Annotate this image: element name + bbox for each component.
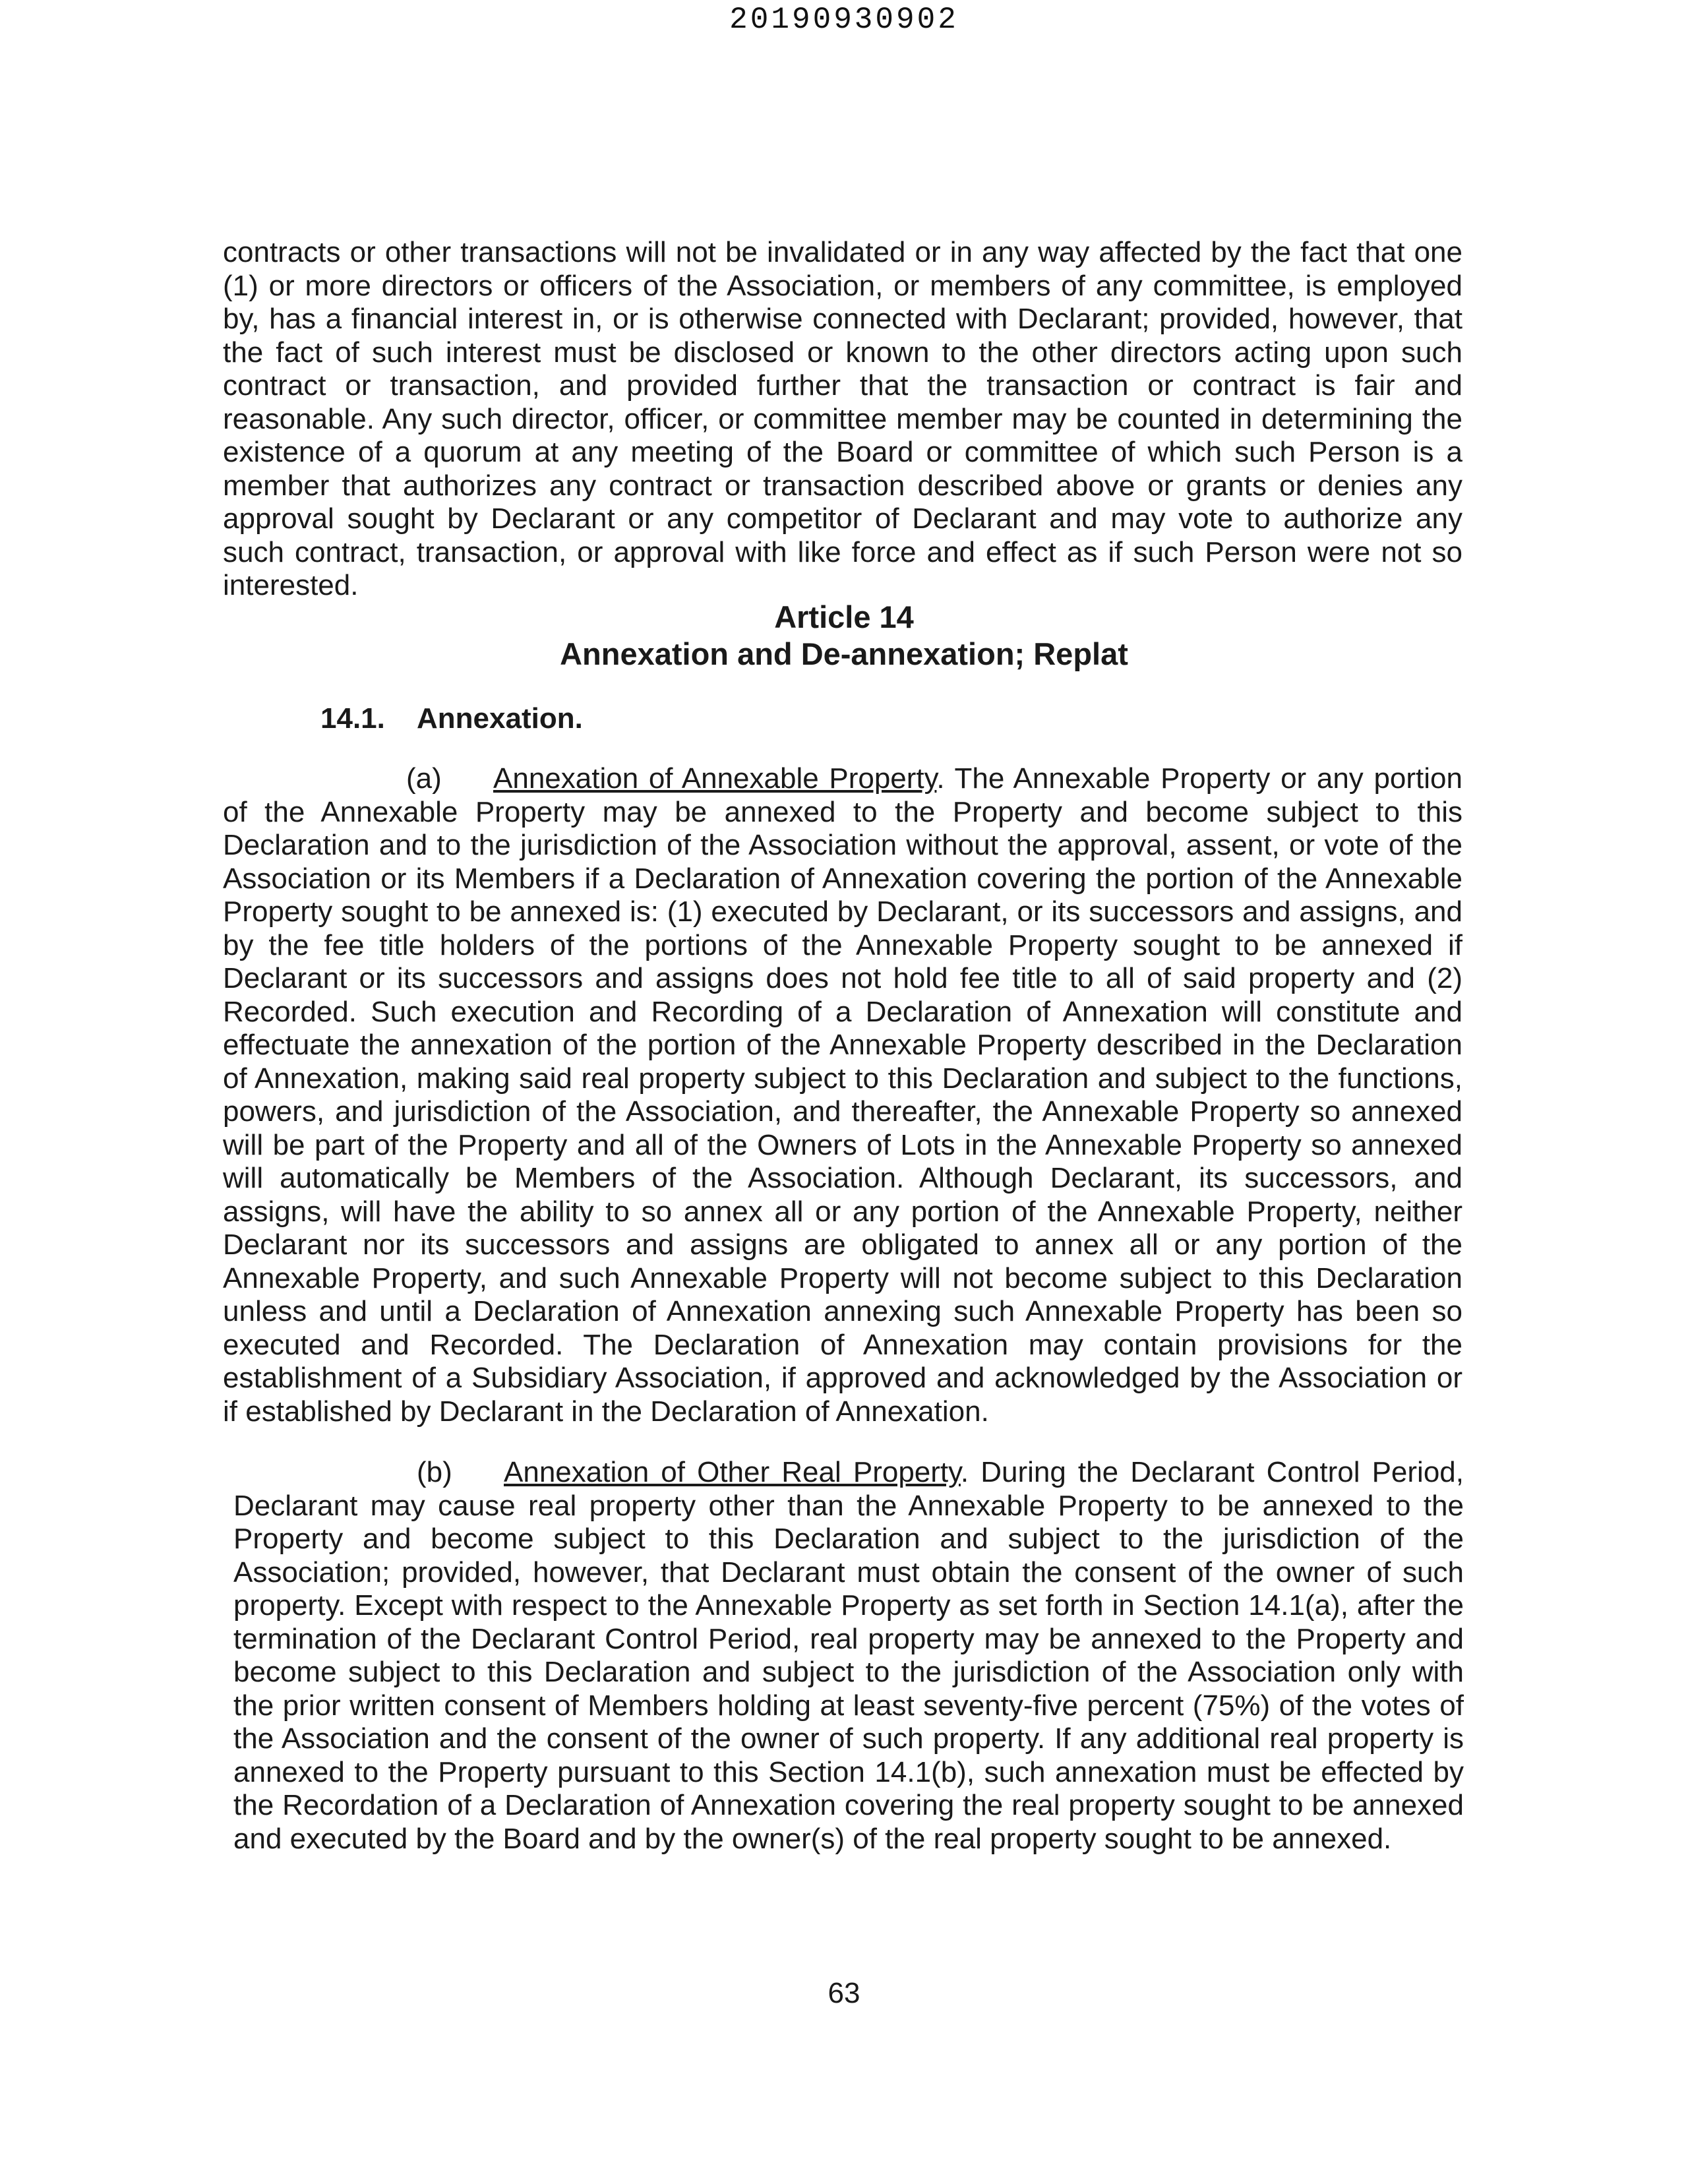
section-title: Annexation.	[417, 702, 583, 735]
article-number: Article 14	[774, 599, 914, 634]
section-number: 14.1.	[320, 702, 385, 735]
article-title: Annexation and De-annexation; Replat	[560, 636, 1128, 671]
subsection-b-text: . During the Declarant Control Period, Declarant may cause real property other than the Annexable Property to be annexed to the Property and become subject to this Declaration and subject to the jurisdiction of the Association; provided, however, that Declarant must obtain the consent of the owner of such property. Except with respect to the Annexable Property as set forth in Section 14.1(a), after the termination of the Declarant Control Period, real property may be annexed to the Property and become subject to this Declaration and subject to the jurisdiction of the Association only with the prior written consent of Members holding at least seventy-five percent (75%) of the votes of the Association and the consent of the owner of such property. If any additional real property is annexed to the Property pursuant to this Section 14.1(b), such annexation must be effected by the Recordation of a Declaration of Annexation covering the real property sought to be annexed and executed by the Board and by the owner(s) of the real property sought to be annexed.	[233, 1456, 1464, 1855]
subsection-b	[233, 1456, 1464, 1856]
subsection-b-heading: Annexation of Other Real Property	[504, 1456, 961, 1488]
subsection-a-text: . The Annexable Property or any portion of the Annexable Property may be annexed to the Property and become subject to this Declaration and to the jurisdiction of the Association without the approval, assent, or vote of the Association or its Members if a Declaration of Annexation covering the portion of the Annexable Property sought to be annexed is: (1) executed by Declarant, or its successors and assigns, and by the fee title holders of the portions of the Annexable Property sought to be annexed if Declarant or its successors and assigns does not hold fee title to all of said property and (2) Recorded. Such execution and Recording of a Declaration of Annexation will constitute and effectuate the annexation of the portion of the Annexable Property described in the Declaration of Annexation, making said real property subject to this Declaration and subject to the functions, powers, and jurisdiction of the Association, and thereafter, the Annexable Property so annexed will be part of the Property and all of the Owners of Lots in the Annexable Property so annexed will automatically be Members of the Association. Although Declarant, its successors, and assigns, will have the ability to so annex all or any portion of the Annexable Property, neither Declarant nor its successors and assigns are obligated to annex all or any portion of the Annexable Property, and such Annexable Property will not become subject to this Declaration unless and until a Declaration of Annexation annexing such Annexable Property has been so executed and Recorded. The Declaration of Annexation may contain provisions for the establishment of a Subsidiary Association, if approved and acknowledged by the Association or if established by Declarant in the Declaration of Annexation.	[223, 762, 1462, 1428]
subsection-a-heading: Annexation of Annexable Property	[493, 762, 937, 795]
document-number: 20190930902	[729, 3, 959, 37]
intro-paragraph: contracts or other transactions will not be invalidated or in any way affected by the fact that one (1) or more directors or officers of the Association, or members of any committee, is employed by, has a financial interest in, or is otherwise connected with Declarant; provided, however, that the fact of such interest must be disclosed or known to the other directors acting upon such contract or transaction, and provided further that the transaction or contract is fair and reasonable. Any such director, officer, or committee member may be counted in determining the existence of a quorum at any meeting of the Board or committee of which such Person is a member that authorizes any contract or transaction described above or grants or denies any approval sought by Declarant or any competitor of Declarant and may vote to authorize any such contract, transaction, or approval with like force and effect as if such Person were not so interested.	[223, 236, 1462, 601]
page-number: 63	[828, 1977, 860, 2009]
subsection-a-label: (a)	[406, 762, 442, 795]
article-heading	[0, 599, 1688, 673]
subsection-a	[223, 762, 1462, 1428]
subsection-b-label: (b)	[417, 1456, 452, 1488]
section-heading	[320, 700, 583, 737]
